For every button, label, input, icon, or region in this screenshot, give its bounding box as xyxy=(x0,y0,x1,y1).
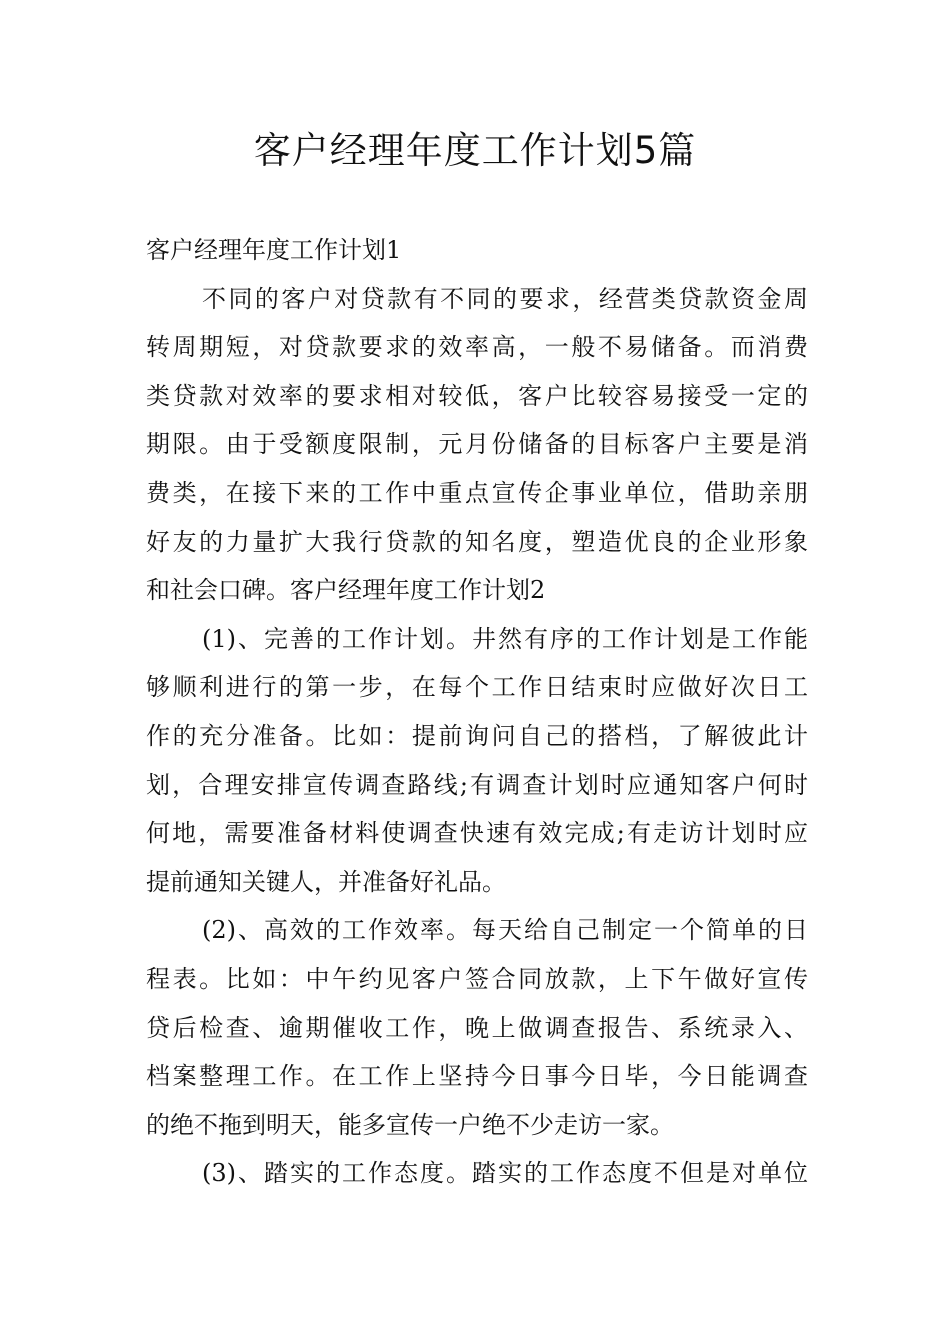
document-title: 客户经理年度工作计划5篇 xyxy=(253,129,697,172)
paragraph-line: 类贷款对效率的要求相对较低，客户比较容易接受一定的 xyxy=(146,381,808,410)
paragraph-line: 够顺利进行的第一步，在每个工作日结束时应做好次日工 xyxy=(146,673,808,702)
paragraph-line: 作的充分准备。比如：提前询问自己的搭档，了解彼此计 xyxy=(146,721,808,750)
paragraph-line: (2)、高效的工作效率。每天给自己制定一个简单的日 xyxy=(202,916,808,945)
paragraph-line: 提前通知关键人，并准备好礼品。 xyxy=(146,867,506,896)
paragraph-line: 划，合理安排宣传调查路线;有调查计划时应通知客户何时 xyxy=(146,770,808,799)
paragraph-line: 期限。由于受额度限制，元月份储备的目标客户主要是消 xyxy=(146,430,808,459)
paragraph-line: (3)、踏实的工作态度。踏实的工作态度不但是对单位 xyxy=(202,1159,808,1188)
section-heading: 客户经理年度工作计划1 xyxy=(146,236,402,264)
paragraph-line: 档案整理工作。在工作上坚持今日事今日毕，今日能调查 xyxy=(146,1062,808,1091)
paragraph-line: 不同的客户对贷款有不同的要求，经营类贷款资金周 xyxy=(202,284,808,313)
paragraph-line: 费类，在接下来的工作中重点宣传企事业单位，借助亲朋 xyxy=(146,478,808,507)
paragraph-line: 转周期短，对贷款要求的效率高，一般不易储备。而消费 xyxy=(146,333,808,362)
paragraph-line: 程表。比如：中午约见客户签合同放款，上下午做好宣传 xyxy=(146,964,808,993)
paragraph-line: 的绝不拖到明天，能多宣传一户绝不少走访一家。 xyxy=(146,1110,674,1139)
paragraph-line: 好友的力量扩大我行贷款的知名度，塑造优良的企业形象 xyxy=(146,527,808,556)
paragraph-line: (1)、完善的工作计划。井然有序的工作计划是工作能 xyxy=(202,624,808,653)
paragraph-line: 何地，需要准备材料使调查快速有效完成;有走访计划时应 xyxy=(146,819,808,848)
paragraph-line: 和社会口碑。客户经理年度工作计划2 xyxy=(146,576,546,605)
document-body xyxy=(146,226,808,1198)
paragraph-line: 贷后检查、逾期催收工作，晚上做调查报告、系统录入、 xyxy=(146,1013,808,1042)
